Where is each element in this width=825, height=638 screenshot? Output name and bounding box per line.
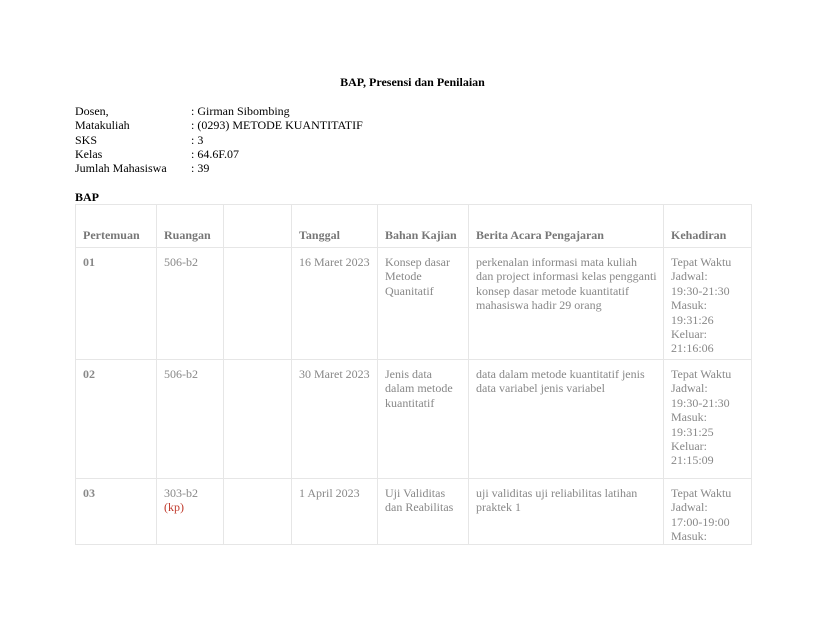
table-row — [76, 360, 752, 479]
info-row-jumlah-mahasiswa — [75, 161, 363, 175]
header-berita-acara: Berita Acara Pengajaran — [469, 205, 664, 248]
bap-table — [75, 204, 752, 545]
info-label: SKS — [75, 132, 98, 147]
cell-blank — [224, 248, 292, 360]
header-kehadiran: Kehadiran — [664, 205, 752, 248]
kehadiran-jadwal-label: Jadwal: — [671, 500, 708, 515]
kehadiran-keluar-value: 21:16:06 — [671, 341, 714, 356]
info-row-sks — [75, 133, 363, 147]
cell-ruangan — [157, 248, 224, 360]
cell-tanggal: 1 April 2023 — [292, 479, 378, 545]
cell-kehadiran — [664, 479, 752, 545]
info-value: : 64.6F.07 — [191, 146, 240, 161]
cell-pertemuan: 02 — [76, 360, 157, 479]
kehadiran-status: Tepat Waktu — [671, 367, 732, 381]
kehadiran-jadwal-label: Jadwal: — [671, 381, 708, 396]
info-value: : Girman Sibombing — [191, 104, 290, 118]
header-bahan-kajian: Bahan Kajian — [378, 205, 469, 248]
cell-tanggal: 30 Maret 2023 — [292, 360, 378, 479]
info-label: Matakuliah — [75, 118, 130, 133]
course-info — [75, 104, 363, 175]
kehadiran-status: Tepat Waktu — [671, 486, 732, 500]
info-value: : (0293) METODE KUANTITATIF — [191, 118, 363, 133]
kehadiran-keluar-label: Keluar: — [671, 439, 707, 454]
info-label: Jumlah Mahasiswa — [75, 161, 167, 176]
ruangan-code: 506-b2 — [164, 255, 198, 269]
kehadiran-jadwal-value: 19:30-21:30 — [671, 283, 730, 298]
kehadiran-jadwal-value: 17:00-19:00 — [671, 514, 730, 529]
info-row-kelas — [75, 147, 363, 161]
cell-kehadiran — [664, 360, 752, 479]
table-row — [76, 479, 752, 545]
kehadiran-keluar-label: Keluar: — [671, 327, 707, 342]
page-title: BAP, Presensi dan Penilaian — [340, 75, 485, 89]
cell-pertemuan: 01 — [76, 248, 157, 360]
header-ruangan: Ruangan — [157, 205, 224, 248]
info-label: Kelas — [75, 146, 103, 161]
kehadiran-masuk-label: Masuk: — [671, 410, 707, 425]
cell-blank — [224, 479, 292, 545]
kehadiran-keluar-value: 21:15:09 — [671, 453, 714, 468]
cell-berita-acara: data dalam metode kuantitatif jenis data variabel jenis variabel — [469, 360, 664, 479]
cell-berita-acara: perkenalan informasi mata kuliah dan project informasi kelas pengganti konsep dasar metode kuantitatif mahasiswa hadir 29 orang — [469, 248, 664, 360]
section-title-bap: BAP — [75, 190, 99, 204]
cell-kehadiran — [664, 248, 752, 360]
kehadiran-status: Tepat Waktu — [671, 255, 732, 269]
kehadiran-jadwal-label: Jadwal: — [671, 269, 708, 284]
info-label: Dosen, — [75, 104, 109, 118]
info-row-dosen — [75, 104, 363, 118]
cell-bahan-kajian: Konsep dasar Metode Quanitatif — [378, 248, 469, 360]
kehadiran-jadwal-value: 19:30-21:30 — [671, 395, 730, 410]
cell-ruangan — [157, 479, 224, 545]
header-tanggal: Tanggal — [292, 205, 378, 248]
kehadiran-masuk-label: Masuk: — [671, 529, 707, 544]
kehadiran-masuk-value: 19:31:26 — [671, 312, 714, 327]
kehadiran-masuk-label: Masuk: — [671, 298, 707, 313]
cell-ruangan — [157, 360, 224, 479]
ruangan-code: 303-b2 — [164, 486, 198, 500]
info-value: : 39 — [191, 161, 210, 176]
cell-bahan-kajian: Uji Validitas dan Reabilitas — [378, 479, 469, 545]
ruangan-kp-note: (kp) — [164, 500, 184, 515]
header-pertemuan: Pertemuan — [76, 205, 157, 248]
table-row — [76, 248, 752, 360]
cell-berita-acara: uji validitas uji reliabilitas latihan praktek 1 — [469, 479, 664, 545]
info-row-matakuliah — [75, 118, 363, 132]
cell-bahan-kajian: Jenis data dalam metode kuantitatif — [378, 360, 469, 479]
cell-pertemuan: 03 — [76, 479, 157, 545]
cell-tanggal: 16 Maret 2023 — [292, 248, 378, 360]
table-header-row — [76, 205, 752, 248]
header-blank — [224, 205, 292, 248]
ruangan-code: 506-b2 — [164, 367, 198, 381]
cell-blank — [224, 360, 292, 479]
kehadiran-masuk-value: 19:31:25 — [671, 424, 714, 439]
info-value: : 3 — [191, 132, 204, 147]
